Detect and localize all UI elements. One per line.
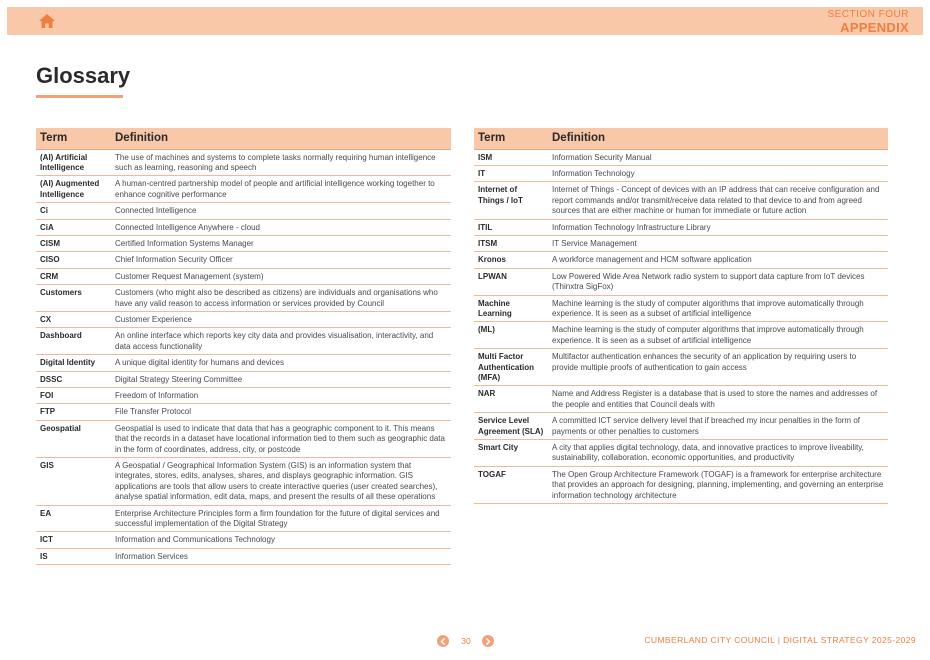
glossary-definition: Certified Information Systems Manager [111,235,451,251]
table-row [36,149,451,176]
section-label [827,10,909,34]
table-row [474,235,888,251]
title-underline [36,95,123,98]
table-row [36,285,451,312]
glossary-definition: Information Technology Infrastructure Library [548,219,888,235]
table-row [474,386,888,413]
definition-column-header: Definition [111,128,451,149]
top-banner [7,7,923,35]
glossary-definition: Information and Communications Technology [111,532,451,548]
table-row [36,268,451,284]
glossary-term: Dashboard [36,328,111,355]
glossary-term: CISM [36,235,111,251]
glossary-table-left [36,128,451,565]
glossary-term: FOI [36,388,111,404]
glossary-definition: IT Service Management [548,235,888,251]
glossary-definition: A committed ICT service delivery level that if breached my incur penalties in the form of payments or other penalties to customers [548,413,888,440]
glossary-definition: Machine learning is the study of computer algorithms that improve automatically through experience. It is seen as a subset of artificial intelligence [548,295,888,322]
glossary-term: ISM [474,149,548,165]
glossary-definition: A Geospatial / Geographical Information System (GIS) is an information system that integrates, stores, edits, analyses, shares, and displays geographic information. GIS applications are tools that allow users to create interactive queries (user created searches), analyse spatial information, edit data, maps, and present the results of all these operations [111,458,451,506]
glossary-definition: A workforce management and HCM software application [548,252,888,268]
chevron-left-icon [440,638,446,645]
table-row [474,149,888,165]
glossary-term: TOGAF [474,466,548,503]
home-icon[interactable] [38,13,56,29]
table-row [36,235,451,251]
glossary-definition: Freedom of Information [111,388,451,404]
page-title: Glossary [36,63,131,88]
glossary-term: CRM [36,268,111,284]
table-row [36,219,451,235]
table-header-row [36,128,451,149]
glossary-term: Smart City [474,440,548,467]
glossary-definition: Information Services [111,548,451,564]
glossary-term: Internet of Things / IoT [474,182,548,219]
glossary-term: (ML) [474,322,548,349]
glossary-term: Geospatial [36,420,111,457]
glossary-term: Multi Factor Authentication (MFA) [474,349,548,386]
glossary-term: NAR [474,386,548,413]
glossary-term: Customers [36,285,111,312]
table-row [36,328,451,355]
chevron-right-icon [485,638,491,645]
table-row [36,388,451,404]
glossary-term: (AI) Artificial Intelligence [36,149,111,176]
table-row [474,295,888,322]
table-row [36,203,451,219]
table-row [474,322,888,349]
glossary-definition: Machine learning is the study of computer algorithms that improve automatically through experience. It is seen as a subset of artificial intelligence [548,322,888,349]
glossary-definition: Connected Intelligence Anywhere - cloud [111,219,451,235]
table-row [36,252,451,268]
glossary-definition: The Open Group Architecture Framework (TOGAF) is a framework for enterprise architecture that provides an approach for designing, planning, implementing, and governing an enterprise information technology architecture [548,466,888,503]
definition-column-header: Definition [548,128,888,149]
glossary-definition: A human-centred partnership model of people and artificial intelligence working together to enhance cognitive performance [111,176,451,203]
table-row [36,458,451,506]
section-number: SECTION FOUR [827,9,909,20]
table-row [474,182,888,219]
glossary-term: IS [36,548,111,564]
table-row [36,176,451,203]
glossary-definition: Multifactor authentication enhances the security of an application by requiring users to provide multiple proofs of authentication to gain access [548,349,888,386]
glossary-term: CISO [36,252,111,268]
glossary-definition: Information Security Manual [548,149,888,165]
glossary-term: CX [36,311,111,327]
glossary-term: Ci [36,203,111,219]
glossary-definition: An online interface which reports key city data and provides visualisation, interactivity, and data access functionality [111,328,451,355]
glossary-term: (AI) Augmented Intelligence [36,176,111,203]
table-row [474,440,888,467]
glossary-term: ITSM [474,235,548,251]
glossary-term: EA [36,505,111,532]
glossary-definition: Chief Information Security Officer [111,252,451,268]
table-row [474,349,888,386]
glossary-definition: Customers (who might also be described as citizens) are individuals and organisations who have any valid reason to access information or services provided by Council [111,285,451,312]
page-navigation [437,635,495,648]
glossary-term: Kronos [474,252,548,268]
glossary-definition: Information Technology [548,165,888,181]
table-row [36,420,451,457]
section-name: APPENDIX [840,20,909,35]
glossary-definition: Customer Experience [111,311,451,327]
glossary-term: ICT [36,532,111,548]
table-row [36,355,451,371]
page-number: 30 [461,636,471,646]
previous-page-button[interactable] [437,635,449,647]
table-row [474,268,888,295]
glossary-term: FTP [36,404,111,420]
glossary-definition: Enterprise Architecture Principles form a firm foundation for the future of digital services and successful implementation of the Digital Strategy [111,505,451,532]
glossary-term: Service Level Agreement (SLA) [474,413,548,440]
glossary-definition: File Transfer Protocol [111,404,451,420]
table-row [36,371,451,387]
glossary-definition: A unique digital identity for humans and devices [111,355,451,371]
glossary-table-right [474,128,888,504]
table-row [474,165,888,181]
next-page-button[interactable] [482,635,494,647]
glossary-term: LPWAN [474,268,548,295]
table-header-row [474,128,888,149]
table-row [474,219,888,235]
glossary-definition: Connected Intelligence [111,203,451,219]
table-row [36,404,451,420]
glossary-definition: Internet of Things - Concept of devices with an IP address that can receive configuration and report commands and/or transmit/receive data related to that device to and from agreed sources that are either machine or human for immediate or future action [548,182,888,219]
glossary-term: Digital Identity [36,355,111,371]
glossary-term: Machine Learning [474,295,548,322]
table-row [474,252,888,268]
glossary-term: IT [474,165,548,181]
table-row [36,505,451,532]
table-row [36,548,451,564]
glossary-term: ITIL [474,219,548,235]
table-row [474,413,888,440]
table-row [36,532,451,548]
glossary-definition: Customer Request Management (system) [111,268,451,284]
glossary-definition: A city that applies digital technology, data, and innovative practices to improve liveability, sustainability, collaboration, economic opportunities, and productivity [548,440,888,467]
term-column-header: Term [36,128,111,149]
glossary-term: CiA [36,219,111,235]
glossary-definition: Digital Strategy Steering Committee [111,371,451,387]
glossary-definition: Name and Address Register is a database that is used to store the names and addresses of the people and entities that Council deals with [548,386,888,413]
table-row [36,311,451,327]
glossary-definition: Low Powered Wide Area Network radio system to support data capture from IoT devices (Thinxtra SigFox) [548,268,888,295]
glossary-definition: The use of machines and systems to complete tasks normally requiring human intelligence such as learning, reasoning and speech [111,149,451,176]
table-row [474,466,888,503]
glossary-definition: Geospatial is used to indicate that data that has a geographic component to it. This means that the records in a dataset have locational information tied to them such as geographic data in the form of coordinates, address, city, or postcode [111,420,451,457]
term-column-header: Term [474,128,548,149]
glossary-term: DSSC [36,371,111,387]
footer-document-title: CUMBERLAND CITY COUNCIL | DIGITAL STRATEGY 2025-2029 [644,635,916,645]
glossary-term: GIS [36,458,111,506]
